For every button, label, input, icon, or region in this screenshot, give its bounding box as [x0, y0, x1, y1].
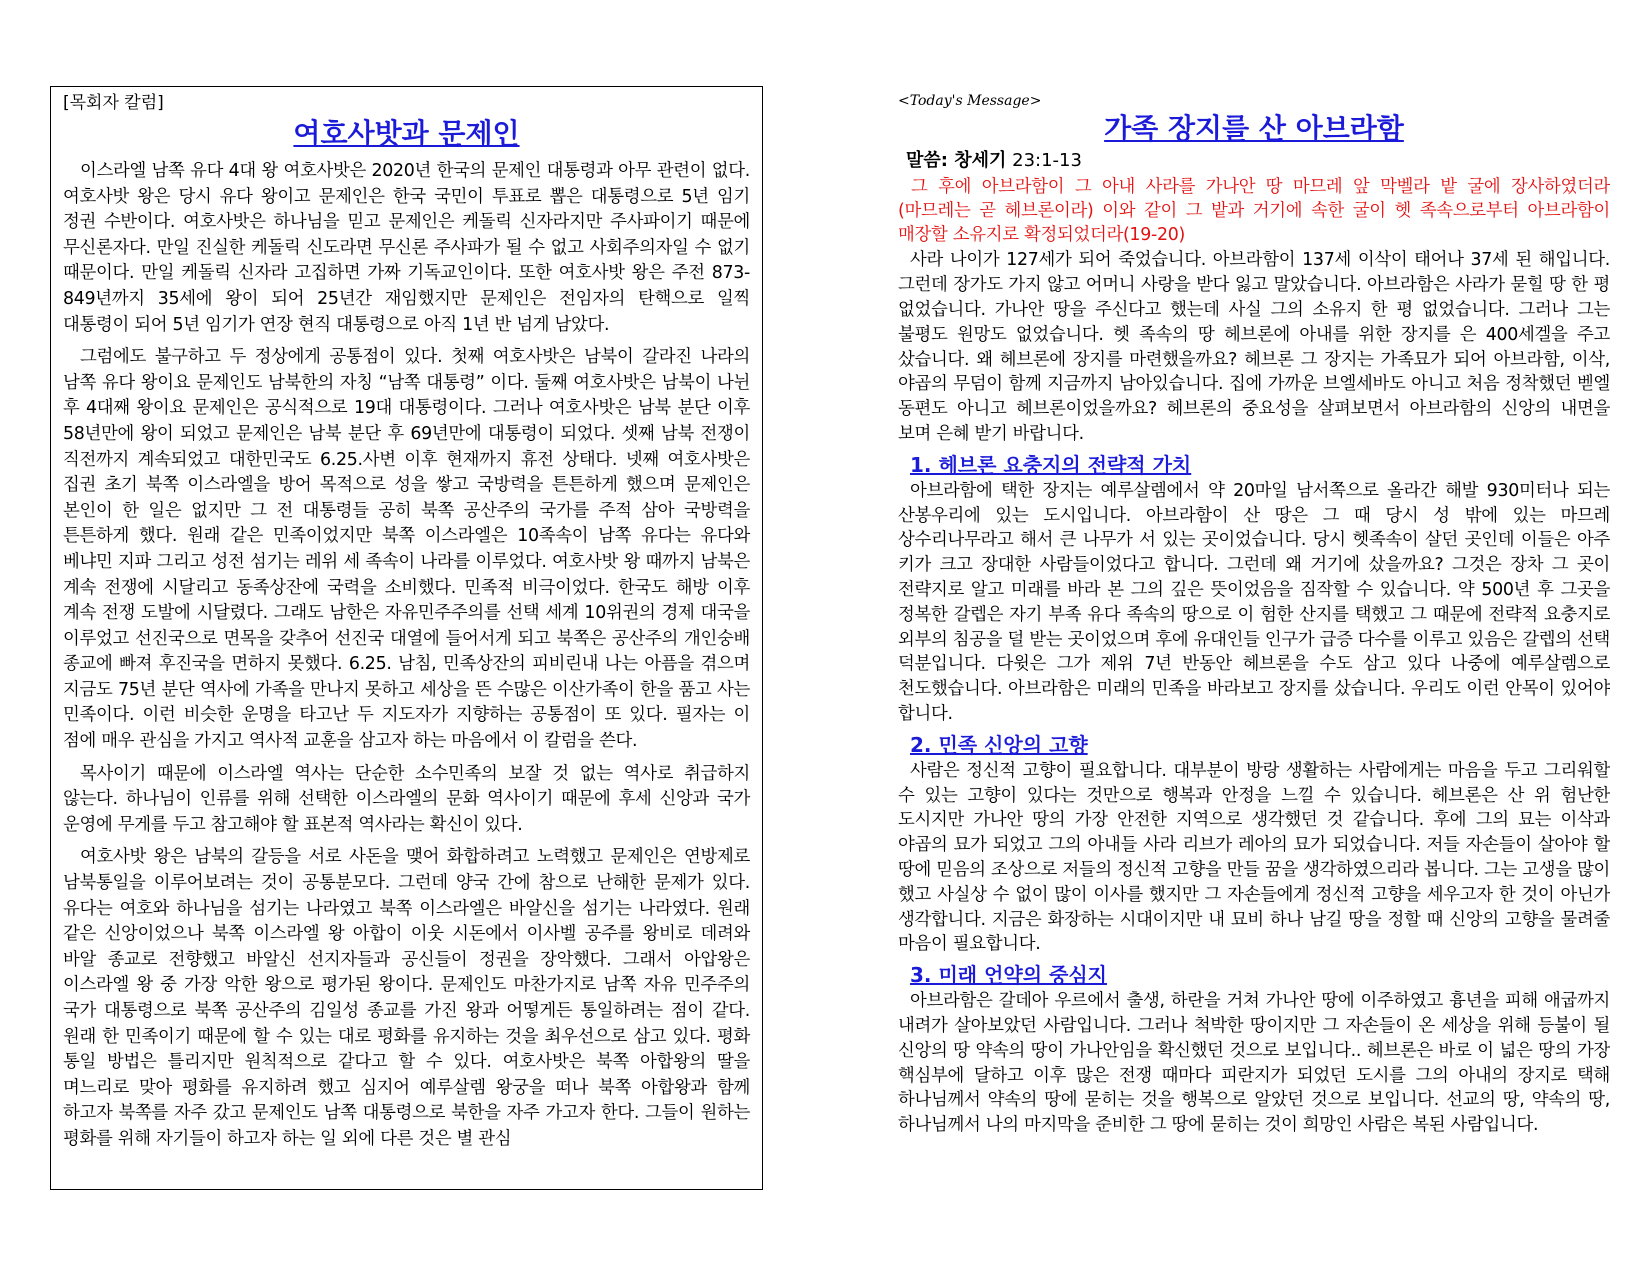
scripture-verse: 그 후에 아브라함이 그 아내 사라를 가나안 땅 마므레 앞 막벨라 밭 굴에 장사하였더라(마므레는 곧 헤브론이라) 이와 같이 그 밭과 거기에 속한 굴이 헷 족속으로부터 아브라함이 매장할 소유지로 확정되었더라(19-20) [898, 177, 1610, 245]
section-heading: 3. 미래 언약의 중심지 [910, 963, 1107, 988]
section-text: 아브라함은 갈데아 우르에서 출생, 하란을 거쳐 가나안 땅에 이주하였고 흉년을 피해 애굽까지 내려가 살아보았던 사람입니다. 그러나 척박한 땅이지만 그 자손들이 온 세상을 위해 등불이 될 신앙의 땅 약속의 땅이 가나안임을 확신했던 것으로 보입니다.. 헤브론은 바로 이 넓은 땅의 가장 핵심부에 달하고 이후 많은 전쟁 때마다 피란지가 되었던 도시를 그의 아내의 장지로 택해 하나님께서 약속의 땅에 묻히는 것을 행복으로 알았던 것으로 보입니다. 선교의 땅, 약속의 땅, 하나님께서 나의 마지막을 준비한 그 땅에 묻히는 것이 희망인 사람은 복된 사람입니다. [898, 991, 1610, 1136]
column-paragraph: 그럼에도 불구하고 두 정상에게 공통점이 있다. 첫째 여호사밧은 남북이 갈라진 나라의 남쪽 유다 왕이요 문제인도 남북한의 자칭 “남쪽 대통령” 이다. 둘째 여호사밧은 남북이 나뉜 후 4대째 왕이요 문제인은 공식적으로 19대 대통령이다. 그러나 여호사밧은 남북 분단 이후 58년만에 왕이 되었고 문제인은 남북 분단 후 69년만에 대통령이 되었다. 셋째 남북 전쟁이 직전까지 계속되었고 대한민국도 6.25.사변 이후 현재까지 휴전 상태다. 넷째 여호사밧은 집권 초기 북쪽 이스라엘을 방어 목적으로 성을 쌓고 국방력을 튼튼하게 했으며 문제인은 본인이 한 일은 없지만 그 전 대통령들 공히 북쪽 공산주의 국가를 주적 삼아 국방력을 튼튼하게 했다. 원래 같은 민족이었지만 북쪽 이스라엘은 10족속이 남쪽 유다는 유다와 베냐민 지파 그리고 성전 섬기는 레위 세 족속이 나라를 이루었다. 여호사밧 왕 때까지 남북은 계속 전쟁에 시달리고 동족상잔에 국력을 소비했다. 민족적 비극이었다. 한국도 해방 이후 계속 전쟁 도발에 시달렸다. 그래도 남한은 자유민주주의를 선택 세계 10위권의 경제 대국을 이루었고 선진국으로 면목을 갖추어 선진국 대열에 들어서게 되고 북쪽은 공산주의 개인숭배 종교에 빠져 후진국을 면하지 못했다. 6.25. 남침, 민족상잔의 피비린내 나는 아픔을 겪으며 지금도 75년 분단 역사에 가족을 만나지 못하고 세상을 뜬 수많은 이산가족이 한을 품고 사는 민족이다. 이런 비슷한 운명을 타고난 두 지도자가 지향하는 공통점이 또 있다. 필자는 이 점에 매우 관심을 가지고 역사적 교훈을 삼고자 하는 마음에서 이 칼럼을 쓴다. [63, 347, 750, 752]
section-text: 아브라함에 택한 장지는 예루살렘에서 약 20마일 남서쪽으로 올라간 해발 930미터나 되는 산봉우리에 있는 도시입니다. 아브라함이 산 땅은 그 때 당시 성 밖에 있는 마므레 상수리나무라고 해서 큰 나무가 서 있는 곳이었습니다. 당시 헷족속이 살던 곳인데 이들은 아주 키가 크고 장대한 사람들이었다고 합니다. 그런데 왜 거기에 샀을까요? 그것은 장차 그 곳이 전략지로 알고 미래를 바라 본 그의 깊은 뜻이었음을 짐작할 수 있습니다. 약 500년 후 그곳을 정복한 갈렙은 자기 부족 유다 족속의 땅으로 이 험한 산지를 택했고 그 때문에 전략적 요충지로 외부의 침공을 덜 받는 곳이었으며 후에 유대인들 인구가 급증 다수를 이루고 있음은 갈렙의 선택 덕분입니다. 다윗은 그가 제위 7년 반동안 헤브론을 수도 삼고 있다 나중에 예루살렘으로 천도했습니다. 아브라함은 미래의 민족을 바라보고 장지를 샀습니다. 우리도 이런 안목이 있어야 합니다. [898, 480, 1610, 724]
column-paragraph: 목사이기 때문에 이스라엘 역사는 단순한 소수민족의 보잘 것 없는 역사로 취급하지 않는다. 하나님이 인류를 위해 선택한 이스라엘의 문화 역사이기 때문에 후세 신앙과 국가 운영에 무게를 두고 참고해야 할 표본적 역사라는 확신이 있다. [63, 763, 750, 835]
sermon-title: 가족 장지를 산 아브라함 [1104, 112, 1404, 145]
section-heading: 2. 민족 신앙의 고향 [910, 732, 1088, 757]
message-tag: <Today's Message> [898, 93, 1042, 109]
column-tag: [목회자 칼럼] [63, 93, 164, 113]
column-title: 여호사밧과 문제인 [293, 117, 520, 150]
column-paragraph: 이스라엘 남쪽 유다 4대 왕 여호사밧은 2020년 한국의 문제인 대통령과 아무 관련이 없다. 여호사밧 왕은 당시 유다 왕이고 문제인은 한국 국민이 투표로 뽑은 대통령으로 5년 임기 정권 수반이다. 여호사밧은 하나님을 믿고 문제인은 케돌릭 신자라지만 주사파이기 때문에 무신론자다. 만일 진실한 케돌릭 신도라면 무신론 주사파가 될 수 없고 사회주의자일 수 없기 때문이다. 만일 케돌릭 신자라 고집하면 가짜 기독교인이다. 또한 여호사밧 왕은 주전 873-849년까지 35세에 왕이 되어 25년간 재임했지만 문제인은 전임자의 탄핵으로 일찍 대통령이 되어 5년 임기가 연장 현직 대통령으로 아직 1년 반 넘게 남았다. [63, 161, 750, 335]
sermon-intro: 사라 나이가 127세가 되어 죽었습니다. 아브라함이 137세 이삭이 태어나 37세 된 해입니다. 그런데 장가도 가지 않고 어머니 사랑을 받다 잃고 말았습니다. 아브라함은 사라가 묻힐 땅 한 평 없었습니다. 가나안 땅을 주신다고 했는데 사실 그의 소유지 한 평 없었습니다. 그러나 그는 불평도 원망도 없었습니다. 헷 족속의 땅 헤브론에 아내를 위한 장지를 은 400세겔을 주고 샀습니다. 왜 헤브론에 장지를 마련했을까요? 헤브론 그 장지는 가족묘가 되어 아브라함, 이삭, 야곱의 무덤이 함께 지금까지 남아있습니다. 집에 가까운 브엘세바도 아니고 처음 정착했던 벧엘 동편도 아니고 헤브론이었을까요? 헤브론의 중요성을 살펴보면서 아브라함의 신앙의 내면을 보며 은혜 받기 바랍니다. [898, 250, 1610, 444]
column-paragraph: 여호사밧 왕은 남북의 갈등을 서로 사돈을 맺어 화합하려고 노력했고 문제인은 연방제로 남북통일을 이루어보려는 것이 공통분모다. 그런데 양국 간에 참으로 난해한 문제가 있다. 유다는 여호와 하나님을 섬기는 나라였고 북쪽 이스라엘은 바알신을 섬기는 나라였다. 원래 같은 신앙이었으나 북쪽 이스라엘 왕 아합이 이웃 시돈에서 이사벨 공주를 왕비로 데려와 바알 종교로 전향했고 바알신 선지자들과 공신들이 정권을 장악했다. 그래서 아압왕은 이스라엘 왕 중 가장 악한 왕으로 평가된 왕이다. 문제인도 마찬가지로 남쪽 자유 민주주의 국가 대통령으로 북쪽 공산주의 김일성 종교를 가진 왕과 어떻게든 통일하려는 점이 같다. 원래 한 민족이기 때문에 할 수 있는 대로 평화를 유지하는 것을 최우선으로 삼고 있다. 평화 통일 방법은 틀리지만 원칙적으로 같다고 할 수 있다. 여호사밧은 북쪽 아합왕의 딸을 며느리로 맞아 평화를 유지하려 했고 심지어 예루살렘 왕궁을 떠나 북쪽 아합왕과 함께 하고자 북쪽를 자주 갔고 문제인도 남쪽 대통령으로 북한을 자주 가고자 한다. 그들이 원하는 평화를 위해 자기들이 하고자 하는 일 외에 다른 것은 별 관심 [63, 847, 750, 1149]
section-text: 사람은 정신적 고향이 필요합니다. 대부분이 방랑 생활하는 사람에게는 마음을 두고 그리워할 수 있는 고향이 있다는 것만으로 행복과 안정을 느낄 수 있습니다. 헤브론은 산 위 험난한 도시지만 가나안 땅의 가장 안전한 지역으로 생각했던 것 같습니다. 후에 그의 묘는 이삭과 야곱의 묘가 되었고 그의 아내들 사라 리브가 레아의 묘가 되었습니다. 저들 자손들이 살아야 할 땅에 믿음의 조상으로 저들의 정신적 고향을 만들 꿈을 생각하였으리라 봅니다. 그는 고생을 많이 했고 사실상 수 없이 많이 이사를 했지만 그 자손들에게 정신적 고향을 세우고자 한 것이 아닌가 생각합니다. 지금은 화장하는 시대이지만 내 묘비 하나 남길 땅을 정할 때 신앙의 고향을 물려줄 마음이 필요합니다. [898, 760, 1610, 955]
section-heading: 1. 헤브론 요충지의 전략적 가치 [910, 452, 1192, 477]
todays-message [898, 92, 1610, 1212]
scripture-reference: 23:1-13 [1012, 150, 1082, 171]
scripture-line [906, 148, 1610, 174]
scripture-label: 말씀: 창세기 [906, 150, 1007, 171]
pastor-column [50, 86, 763, 1190]
